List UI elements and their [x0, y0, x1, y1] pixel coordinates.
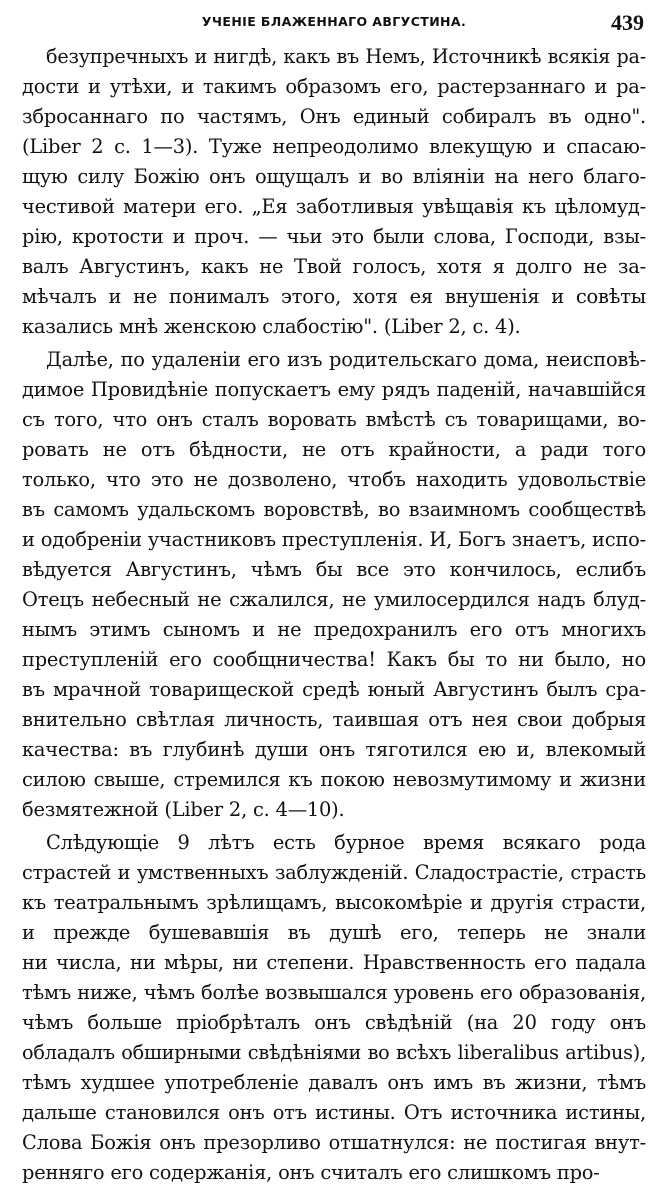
- page-number: 439: [611, 10, 644, 35]
- text-line: Слова Божія онъ презорливо отшатнулся: не постигая внут-: [22, 1131, 646, 1154]
- text-line: ренняго его содержанія, онъ считалъ его слишкомъ про-: [22, 1161, 600, 1184]
- text-line: къ театральнымъ зрѣлищамъ, высокомѣріе и другія страсти,: [22, 891, 646, 914]
- text-line: преступленій его сообщничества! Какъ бы то ни было, но: [22, 648, 646, 671]
- text-line: дости и утѣхи, и такимъ образомъ его, растерзаннаго и ра-: [22, 75, 646, 98]
- paragraph: [22, 828, 646, 1188]
- text-line: силою свыше, стремился къ покою невозмутимому и жизни: [22, 768, 646, 791]
- text-line: тѣмъ ниже, чѣмъ болѣе возвышался уровень его образованія,: [22, 981, 646, 1004]
- text-line: дальше становился онъ отъ истины. Отъ источника истины,: [22, 1101, 646, 1124]
- text-line: страстей и умственныхъ заблужденій. Сладострастіе, страсть: [22, 861, 646, 884]
- text-line: ни числа, ни мѣры, ни степени. Нравственность его падала: [22, 951, 646, 974]
- text-line: рію, кротости и проч. — чьи это были слова, Господи, взы-: [22, 225, 646, 248]
- text-line: честивой матери его. „Ея заботливыя увѣщавія къ цѣломуд-: [22, 195, 646, 218]
- page-header: [22, 8, 646, 38]
- text-line: (Liber 2 c. 1—3). Туже непреодолимо влекущую и спасаю-: [22, 135, 646, 158]
- text-line: и одобреніи участниковъ преступленія. И, Богъ знаетъ, испо-: [22, 528, 646, 551]
- text-line: вѣдуется Августинъ, чѣмъ бы все это кончилось, еслибъ: [22, 558, 646, 581]
- text-line: только, что это не дозволено, чтобъ находить удовольствіе: [22, 468, 646, 491]
- running-title: УЧЕНІЕ БЛАЖЕННАГО АВГУСТИНА.: [201, 14, 467, 29]
- paragraph: [22, 42, 646, 342]
- text-line: обладалъ обширными свѣдѣніями во всѣхъ liberalibus artibus),: [22, 1041, 646, 1064]
- text-body: [22, 42, 646, 1188]
- text-line: щую силу Божію онъ ощущалъ и во вліяніи на него благо-: [22, 165, 646, 188]
- text-line: и прежде бушевавшія въ душѣ его, теперь не знали: [22, 921, 646, 944]
- text-line: съ того, что онъ сталъ воровать вмѣстѣ съ товарищами, во-: [22, 408, 646, 431]
- text-line: валъ Августинъ, какъ не Твой голосъ, хотя я долго не за-: [22, 255, 646, 278]
- text-line: въ мрачной товарищеской средѣ юный Августинъ былъ сра-: [22, 678, 646, 701]
- text-line: Далѣе, по удаленіи его изъ родительскаго дома, неисповѣ-: [46, 348, 646, 371]
- text-line: нымъ этимъ сыномъ и не предохранилъ его отъ многихъ: [22, 618, 646, 641]
- text-line: безмятежной (Liber 2, c. 4—10).: [22, 798, 345, 821]
- text-line: збросаннаго по частямъ, Онъ единый собиралъ въ одно".: [22, 105, 646, 128]
- text-line: Слѣдующіе 9 лѣтъ есть бурное время всякаго рода: [46, 831, 646, 854]
- text-line: въ самомъ удальскомъ воровствѣ, во взаимномъ сообществѣ: [22, 498, 646, 521]
- text-line: тѣмъ худшее употребленіе давалъ онъ имъ въ жизни, тѣмъ: [22, 1071, 646, 1094]
- text-line: Отецъ небесный не сжалился, не умилосердился надъ блуд-: [22, 588, 646, 611]
- text-line: димое Провидѣніе попускаетъ ему рядъ паденій, начавшійся: [22, 378, 646, 401]
- text-line: казались мнѣ женскою слабостію". (Liber 2, c. 4).: [22, 315, 521, 338]
- paragraph: [22, 345, 646, 825]
- text-line: чѣмъ больше пріобрѣталъ онъ свѣдѣній (на 20 году онъ: [22, 1011, 646, 1034]
- text-line: ровать не отъ бѣдности, не отъ крайности, а ради того: [22, 438, 646, 461]
- text-line: безупречныхъ и нигдѣ, какъ въ Немъ, Источникѣ всякія ра-: [46, 45, 646, 68]
- text-line: качества: въ глубинѣ души онъ тяготился ею и, влекомый: [22, 738, 646, 761]
- text-line: внительно свѣтлая личность, таившая отъ нея свои добрыя: [22, 708, 646, 731]
- text-line: мѣчалъ и не понималъ этого, хотя ея внушенія и совѣты: [22, 285, 646, 308]
